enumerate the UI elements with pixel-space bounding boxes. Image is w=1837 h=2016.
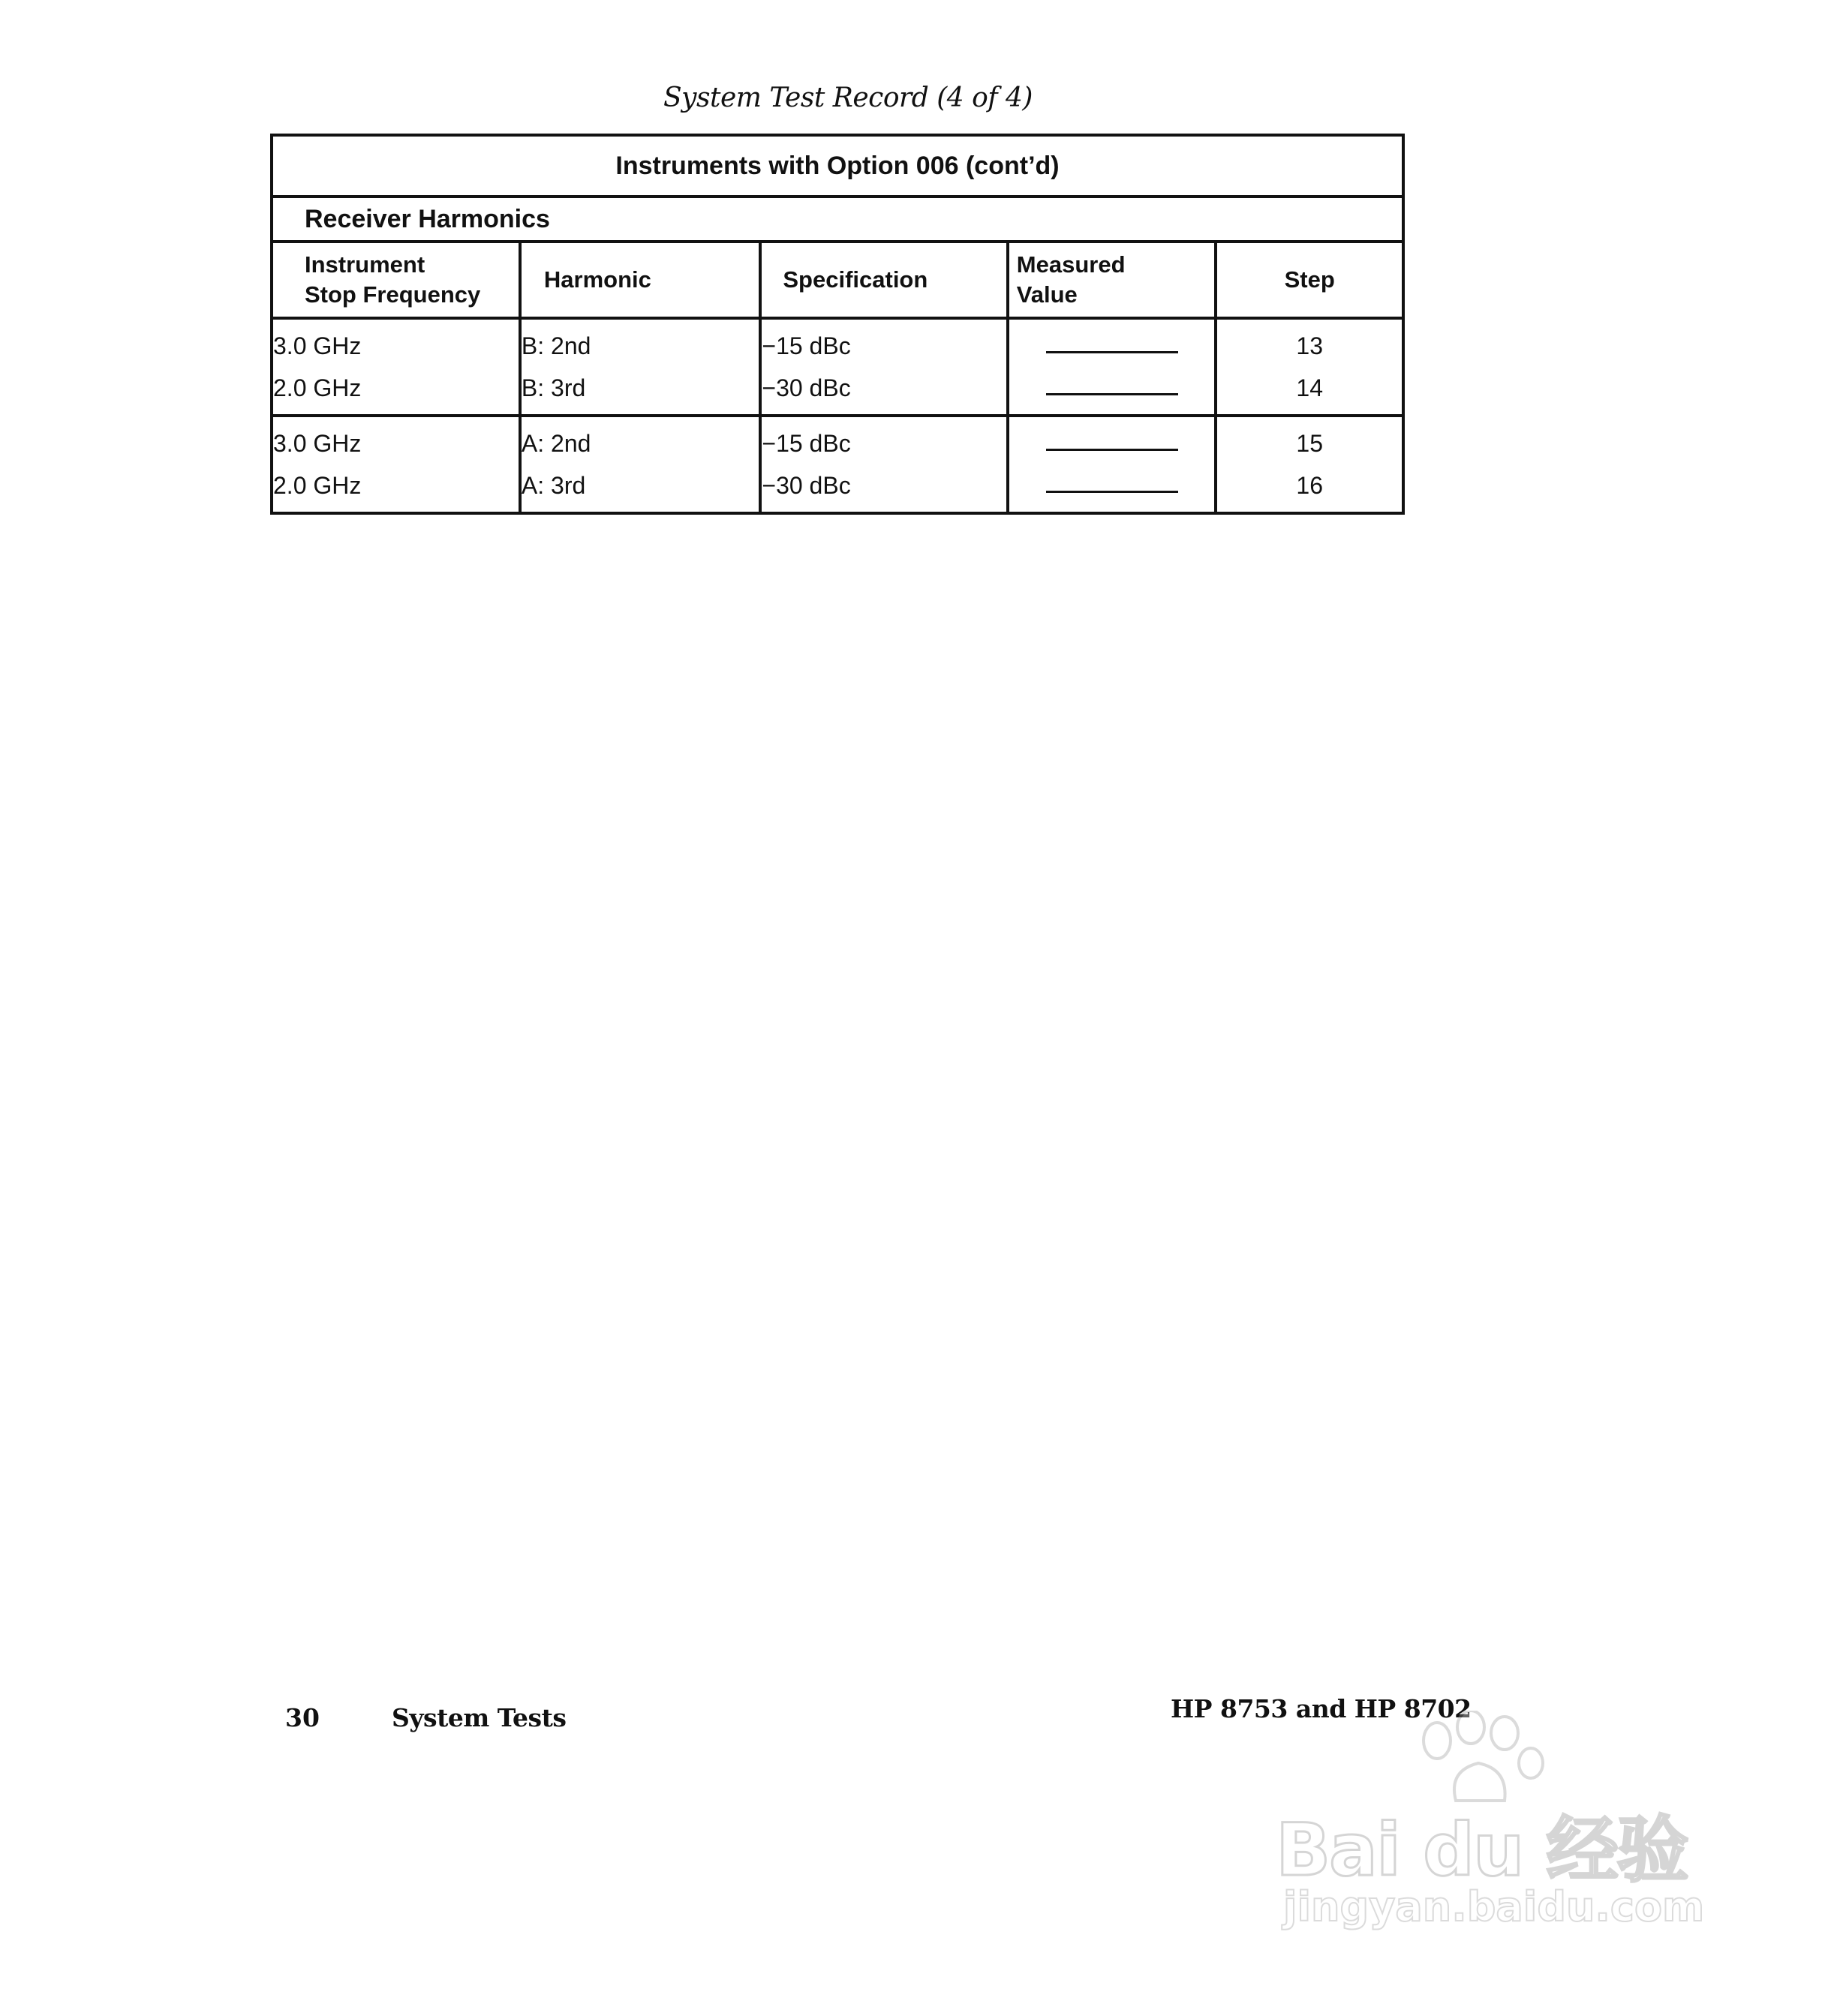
step-cell <box>1216 416 1403 513</box>
harmonic-cell <box>520 416 760 513</box>
specification-value: −15 dBc <box>762 332 851 359</box>
section-title: Receiver Harmonics <box>272 197 1403 242</box>
blank-entry-line <box>1046 449 1178 451</box>
stop-frequency-cell <box>272 318 520 416</box>
header-measured-value-line2: Value <box>1016 281 1078 308</box>
harmonic-value: B: 3rd <box>521 374 586 401</box>
blank-entry-line <box>1046 393 1178 395</box>
specification-cell <box>760 318 1007 416</box>
section-title-row <box>272 197 1403 242</box>
footer-page-number: 30 <box>285 1703 320 1732</box>
table-banner: Instruments with Option 006 (cont’d) <box>272 135 1403 197</box>
harmonic-value: A: 2nd <box>521 430 591 457</box>
watermark-brand: Bai du 经验 <box>1276 1808 1688 1892</box>
baidu-watermark <box>1276 1711 1705 1936</box>
header-harmonic: Harmonic <box>520 242 760 318</box>
page-title: System Test Record (4 of 4) <box>663 83 1033 113</box>
measured-value-cell <box>1008 318 1216 416</box>
table-row-group-b <box>272 318 1403 416</box>
harmonic-value: A: 3rd <box>521 472 586 499</box>
step-value: 13 <box>1296 332 1323 359</box>
stop-frequency-cell <box>272 416 520 513</box>
measured-value-entry[interactable] <box>1009 469 1215 502</box>
step-value: 14 <box>1296 374 1323 401</box>
measured-value-cell <box>1008 416 1216 513</box>
column-header-row <box>272 242 1403 318</box>
measured-value-entry[interactable] <box>1009 329 1215 362</box>
specification-value: −30 dBc <box>762 374 851 401</box>
table-row-group-a <box>272 416 1403 513</box>
watermark-url: jingyan.baidu.com <box>1283 1883 1705 1930</box>
measured-value-entry[interactable] <box>1009 371 1215 404</box>
header-stop-frequency-line2: Stop Frequency <box>305 281 481 308</box>
step-value: 15 <box>1296 430 1323 457</box>
header-measured-value-line1: Measured <box>1016 251 1126 278</box>
harmonic-cell <box>520 318 760 416</box>
table-banner-row <box>272 135 1403 197</box>
header-stop-frequency-line1: Instrument <box>305 251 425 278</box>
footer-model-name: HP 8753 and HP 8702 <box>1171 1694 1472 1723</box>
step-cell <box>1216 318 1403 416</box>
measured-value-entry[interactable] <box>1009 427 1215 460</box>
specification-value: −30 dBc <box>762 472 851 499</box>
specification-cell <box>760 416 1007 513</box>
footer-section-name: System Tests <box>392 1703 567 1732</box>
harmonic-value: B: 2nd <box>521 332 591 359</box>
specification-value: −15 dBc <box>762 430 851 457</box>
stop-frequency-value: 2.0 GHz <box>273 472 362 499</box>
system-test-record-table <box>270 134 1405 515</box>
blank-entry-line <box>1046 491 1178 493</box>
header-stop-frequency <box>272 242 520 318</box>
stop-frequency-value: 3.0 GHz <box>273 332 362 359</box>
stop-frequency-value: 3.0 GHz <box>273 430 362 457</box>
header-measured-value <box>1008 242 1216 318</box>
step-value: 16 <box>1296 472 1323 499</box>
blank-entry-line <box>1046 351 1178 353</box>
header-step: Step <box>1216 242 1403 318</box>
stop-frequency-value: 2.0 GHz <box>273 374 362 401</box>
header-specification: Specification <box>760 242 1007 318</box>
